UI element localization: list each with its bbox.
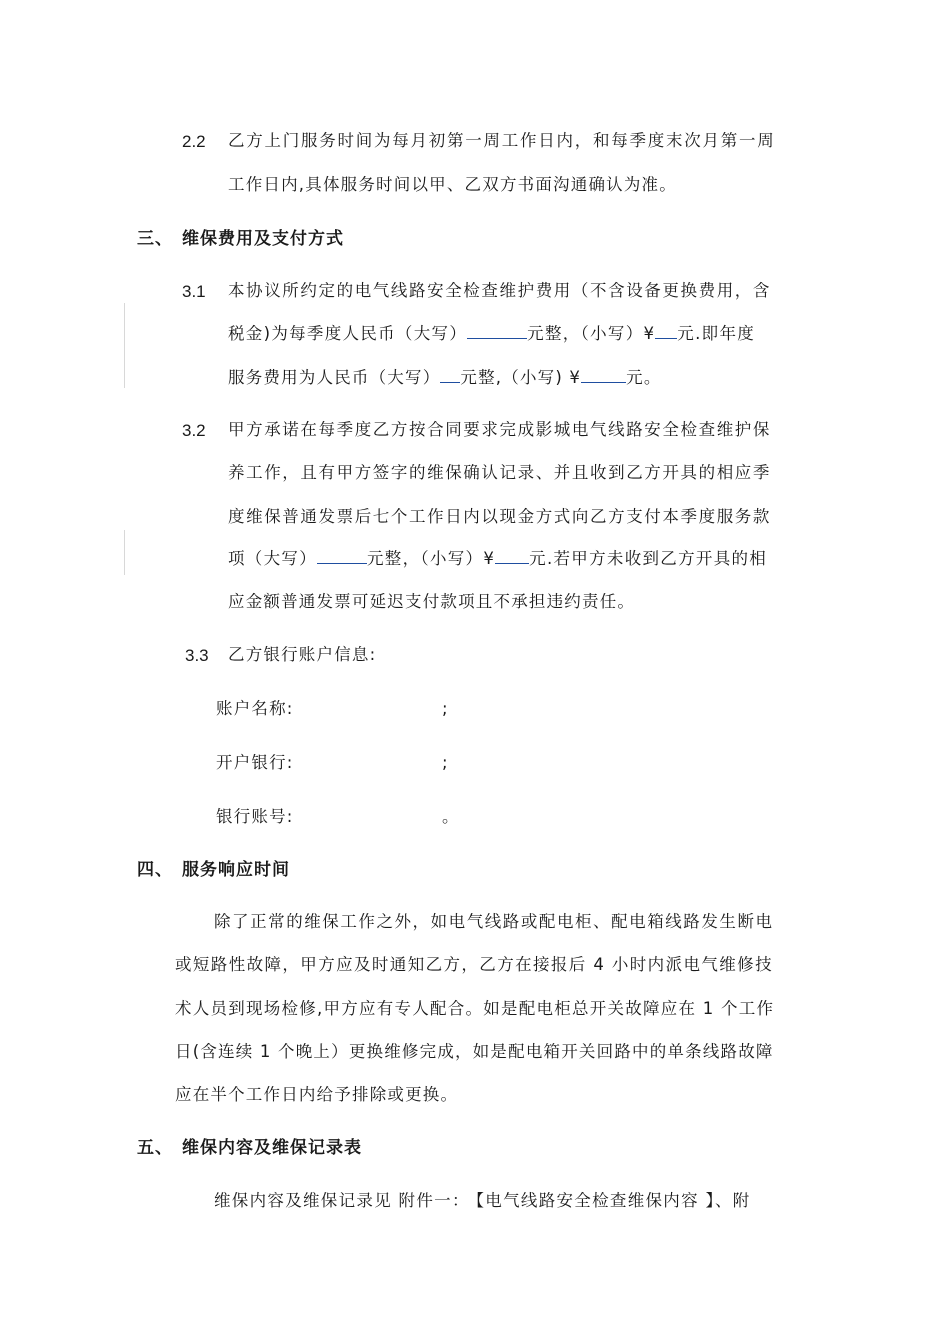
clause-number: 3.2 [182,421,206,440]
text-run: 项（大写） [228,549,317,568]
paragraph-text: 日(含连续 1 个晚上）更换维修完成，如是配电箱开关回路中的单条线路故障 [175,1042,774,1061]
clause-number: 3.1 [182,282,206,301]
text-run: 元整，（小写）¥ [367,549,496,568]
blank-underline [495,562,529,564]
clause-title: 乙方银行账户信息: [228,645,377,664]
clause-number: 2.2 [182,132,206,151]
margin-mark [124,530,125,575]
text-run: 维保内容及维保记录见 附件一： [214,1191,470,1210]
clause-text [228,326,755,343]
text-run: 元整，（小写）¥ [527,324,656,343]
blank-underline [440,381,460,383]
section-number: 四、 [137,860,173,880]
clause-text [228,370,662,387]
paragraph-text: 或短路性故障，甲方应及时通知乙方，乙方在接报后 4 小时内派电气维修技 [175,955,773,974]
paragraph-text [214,1193,751,1210]
paragraph-text: 术人员到现场检修,甲方应有专人配合。如是配电柜总开关故障应在 1 个工作 [175,999,775,1018]
clause-text: 乙方上门服务时间为每月初第一周工作日内，和每季度末次月第一周 [228,131,776,150]
margin-mark [124,303,125,388]
account-number-label: 银行账号: [216,807,294,826]
text-run: 元.即年度 [677,324,756,343]
blank-underline [581,381,626,383]
account-name-end: ; [442,699,449,718]
text-run: 税金)为每季度人民币（大写） [228,324,468,343]
text-run: 元整,（小写) ¥ [460,368,582,387]
blank-underline [467,337,527,339]
paragraph-text: 除了正常的维保工作之外，如电气线路或配电柜、配电箱线路发生断电 [214,912,774,931]
text-run: 元。 [626,368,662,387]
clause-number: 3.3 [185,646,209,665]
clause-text: 甲方承诺在每季度乙方按合同要求完成影城电气线路安全检查维护保 [228,420,771,439]
text-run: 服务费用为人民币（大写） [228,368,441,387]
clause-text: 工作日内,具体服务时间以甲、乙双方书面沟通确认为准。 [228,175,677,194]
section-title: 维保费用及支付方式 [182,229,344,249]
section-title: 服务响应时间 [182,860,290,880]
clause-text: 养工作，且有甲方签字的维保确认记录、并且收到乙方开具的相应季 [228,463,771,482]
annex-reference: 【电气线路安全检查维保内容 】、附 [475,1191,751,1210]
blank-underline [317,562,367,564]
clause-text: 度维保普通发票后七个工作日内以现金方式向乙方支付本季度服务款 [228,507,771,526]
blank-underline [655,337,677,339]
clause-text: 应金额普通发票可延迟支付款项且不承担违约责任。 [228,592,636,611]
account-number-end: 。 [442,807,460,826]
clause-text: 本协议所约定的电气线路安全检查维护费用（不含设备更换费用，含 [228,281,771,300]
section-number: 三、 [137,229,173,249]
section-number: 五、 [137,1138,173,1158]
bank-label: 开户银行: [216,753,294,772]
paragraph-text: 应在半个工作日内给予排除或更换。 [175,1085,459,1104]
clause-text [228,551,767,568]
section-title: 维保内容及维保记录表 [182,1138,362,1158]
text-run: 元.若甲方未收到乙方开具的相 [529,549,768,568]
bank-end: ; [442,753,449,772]
account-name-label: 账户名称: [216,699,294,718]
